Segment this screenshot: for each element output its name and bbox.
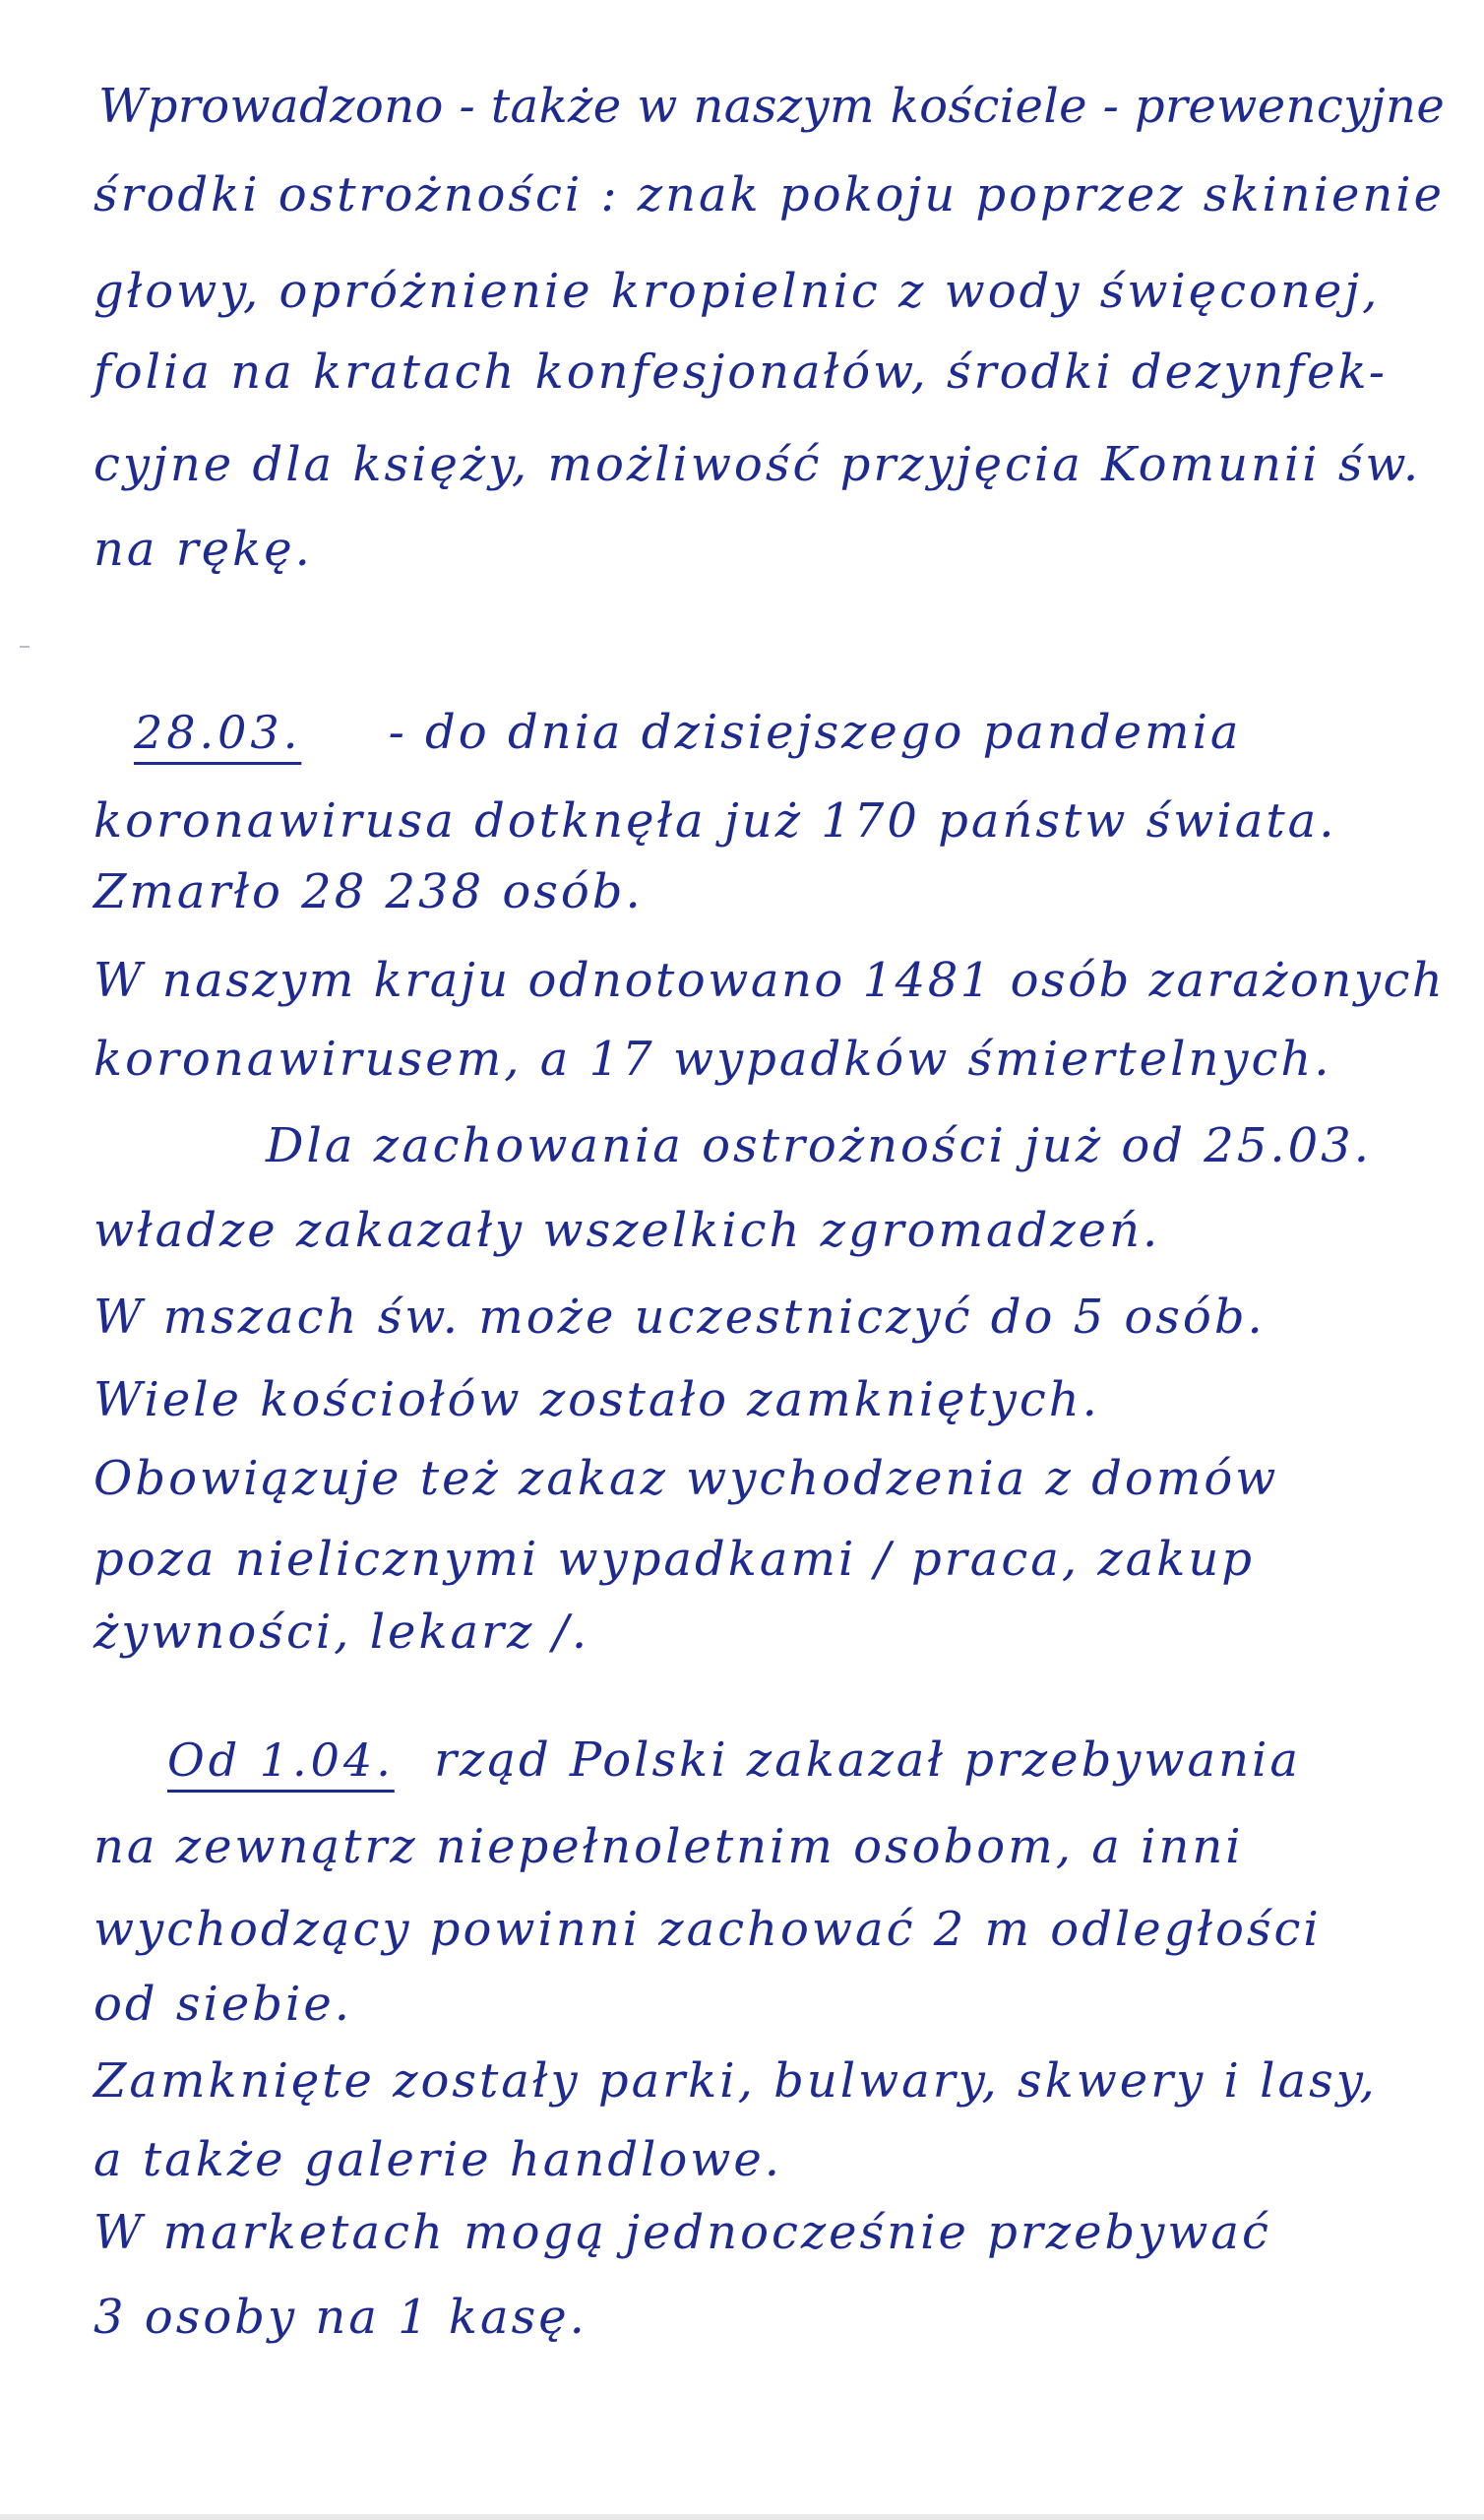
text-line: władze zakazały wszelkich zgromadzeń.: [93, 1203, 1161, 1258]
text-line: Zmarło 28 238 osób.: [93, 864, 644, 919]
text-line: W marketach mogą jednocześnie przebywać: [93, 2205, 1271, 2260]
entry-heading-line: [87, 705, 1242, 760]
entry-first-line: - do dnia dzisiejszego pandemia: [388, 705, 1242, 760]
text-line: Zamknięte zostały parki, bulwary, skwery i lasy,: [93, 2053, 1378, 2109]
entry-date: 28.03.: [134, 706, 302, 759]
text-line: Wprowadzono - także w naszym kościele - prewencyjne: [98, 79, 1446, 134]
text-line: koronawirusem, a 17 wypadków śmiertelnych.: [93, 1032, 1332, 1087]
page-edge: [0, 2514, 1484, 2520]
text-line: poza nielicznymi wypadkami / praca, zakup: [93, 1532, 1255, 1587]
text-line: wychodzący powinni zachować 2 m odległości: [93, 1902, 1322, 1957]
text-line: W mszach św. może uczestniczyć do 5 osób.: [93, 1290, 1266, 1345]
text-line: na zewnątrz niepełnoletnim osobom, a inni: [93, 1819, 1244, 1874]
entry-heading-line: [98, 1732, 1301, 1788]
margin-mark: [20, 646, 30, 648]
text-line: folia na kratach konfesjonałów, środki dezynfek-: [93, 345, 1389, 400]
text-line: cyjne dla księży, możliwość przyjęcia Komunii św.: [93, 437, 1422, 492]
text-line: na rękę.: [93, 522, 313, 577]
text-line: W naszym kraju odnotowano 1481 osób zarażonych: [93, 953, 1446, 1008]
text-line: koronawirusa dotknęła już 170 państw świata.: [93, 793, 1337, 849]
text-line: głowy, opróżnienie kropielnic z wody święconej,: [93, 264, 1381, 319]
text-line: środki ostrożności : znak pokoju poprzez skinienie: [93, 167, 1445, 222]
entry-first-line: rząd Polski zakazał przebywania: [434, 1732, 1301, 1788]
text-line: 3 osoby na 1 kasę.: [93, 2290, 587, 2345]
text-line: Dla zachowania ostrożności już od 25.03.: [266, 1118, 1372, 1173]
text-line: od siebie.: [93, 1977, 353, 2032]
text-line: a także galerie handlowe.: [93, 2132, 783, 2187]
text-line: Wiele kościołów zostało zamkniętych.: [93, 1372, 1100, 1427]
entry-date: Od 1.04.: [167, 1733, 395, 1787]
text-line: żywności, lekarz /.: [93, 1605, 590, 1660]
text-line: Obowiązuje też zakaz wychodzenia z domów: [93, 1451, 1279, 1506]
